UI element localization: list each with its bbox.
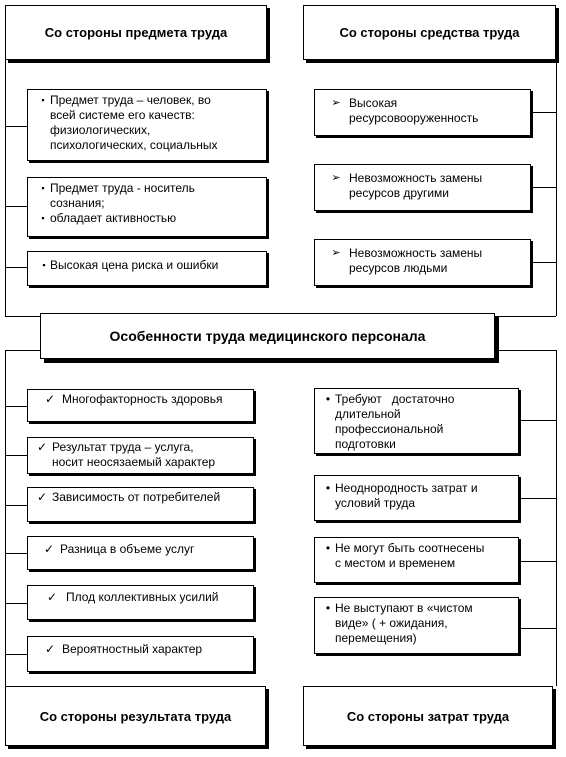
tick (519, 420, 556, 421)
subject-item-3 (27, 251, 267, 286)
connector-right-bottom-h (494, 350, 556, 351)
result-item-2-line: Результат труда – услуга, (52, 440, 194, 454)
result-item-6-line: Вероятностный характер (62, 642, 203, 656)
checkmark-icon: ✓ (43, 542, 55, 556)
tick (5, 126, 27, 127)
checkmark-icon: ✓ (36, 440, 48, 454)
means-item-1 (314, 89, 531, 136)
connector-left-top-h (5, 316, 41, 317)
result-item-4 (27, 536, 254, 570)
subject-item-1-line: физиологических, (50, 123, 151, 137)
header-result (5, 686, 266, 746)
arrow-bullet-icon: ➢ (331, 97, 341, 109)
square-bullet-icon: ▪ (41, 95, 45, 105)
result-item-2-line: носит неосязаемый характер (52, 455, 216, 469)
result-item-5-line: Плод коллективных усилий (66, 590, 219, 604)
cost-item-4-line: Не выступают в «чистом (335, 601, 473, 615)
subject-item-3-line: Высокая цена риска и ошибки (50, 258, 219, 272)
means-item-2-line: Невозможность замены (349, 171, 483, 185)
central-title: Особенности труда медицинского персонала (109, 328, 426, 344)
header-costs-label: Со стороны затрат труда (346, 708, 510, 724)
subject-item-2-line: обладает активностью (50, 211, 177, 225)
cost-item-2-line: условий труда (335, 496, 416, 510)
dot-bullet-icon: • (325, 392, 331, 406)
tick (5, 603, 27, 604)
header-subject (5, 5, 267, 60)
tick (5, 654, 27, 655)
connector-left-bottom-h (5, 350, 41, 351)
result-item-6 (27, 636, 254, 672)
cost-item-4-line: перемещения) (335, 631, 417, 645)
header-costs (303, 686, 553, 746)
subject-item-1-line: всей системе его качеств: (50, 108, 195, 122)
header-means-label: Со стороны средства труда (339, 25, 520, 40)
cost-item-1-line: подготовки (335, 437, 396, 451)
subject-item-2 (27, 177, 267, 237)
cost-item-3-line: с местом и временем (335, 556, 456, 570)
tick (5, 455, 27, 456)
tick (531, 187, 556, 188)
dot-bullet-icon: • (325, 481, 331, 495)
arrow-bullet-icon: ➢ (331, 247, 341, 259)
checkmark-icon: ✓ (46, 590, 58, 604)
means-item-1-line: Высокая (349, 96, 398, 110)
means-item-3-line: Невозможность замены (349, 246, 483, 260)
cost-item-2-line: Неоднородность затрат и (335, 481, 478, 495)
cost-item-1-line: Требуют достаточно (335, 392, 455, 406)
tick (5, 553, 27, 554)
means-item-2-line: ресурсов другими (349, 186, 449, 200)
tick (531, 262, 556, 263)
result-item-1 (27, 389, 254, 422)
checkmark-icon: ✓ (44, 642, 56, 656)
tick (5, 406, 27, 407)
subject-item-2-line: сознания; (50, 196, 105, 210)
checkmark-icon: ✓ (44, 392, 56, 406)
means-item-3-line: ресурсов людьми (349, 261, 448, 275)
tick (531, 112, 556, 113)
header-subject-label: Со стороны предмета труда (44, 25, 228, 40)
tick (5, 505, 27, 506)
dot-bullet-icon: • (325, 601, 331, 615)
cost-item-3-line: Не могут быть соотнесены (335, 541, 485, 555)
cost-item-2 (314, 475, 519, 521)
result-item-1-line: Многофакторность здоровья (62, 392, 223, 406)
cost-item-1-line: длительной (335, 407, 401, 421)
cost-item-1 (314, 388, 519, 454)
cost-item-4 (314, 597, 519, 654)
square-bullet-icon: ▪ (41, 183, 45, 193)
result-item-3-line: Зависимость от потребителей (52, 490, 221, 504)
subject-item-1-line: психологических, социальных (50, 138, 218, 152)
result-item-5 (27, 585, 254, 620)
arrow-bullet-icon: ➢ (331, 172, 341, 184)
means-item-1-line: ресурсовооруженность (349, 111, 479, 125)
connector-right-top (556, 60, 557, 316)
header-means (303, 5, 556, 60)
tick (519, 628, 556, 629)
result-item-2 (27, 437, 254, 474)
result-item-3 (27, 487, 254, 522)
subject-item-2-line: Предмет труда - носитель (50, 181, 195, 195)
cost-item-1-line: профессиональной (335, 422, 444, 436)
connector-left-bottom (5, 350, 6, 686)
square-bullet-icon: ▪ (41, 213, 45, 223)
connector-right-top-h (494, 316, 556, 317)
connector-right-bottom (556, 350, 557, 686)
subject-item-1-line: Предмет труда – человек, во (50, 93, 211, 107)
checkmark-icon: ✓ (36, 490, 48, 504)
cost-item-3 (314, 537, 519, 583)
connector-left-top (5, 60, 6, 316)
header-result-label: Со стороны результата труда (39, 708, 232, 724)
subject-item-1 (27, 89, 267, 161)
dot-bullet-icon: • (325, 541, 331, 555)
means-item-2 (314, 164, 531, 211)
means-item-3 (314, 239, 531, 286)
tick (5, 206, 27, 207)
tick (519, 561, 556, 562)
central-title-box (40, 313, 495, 359)
result-item-4-line: Разница в объеме услуг (60, 542, 195, 556)
tick (5, 267, 27, 268)
tick (519, 498, 556, 499)
cost-item-4-line: виде» ( + ожидания, (335, 616, 448, 630)
square-bullet-icon: ▪ (42, 260, 46, 270)
